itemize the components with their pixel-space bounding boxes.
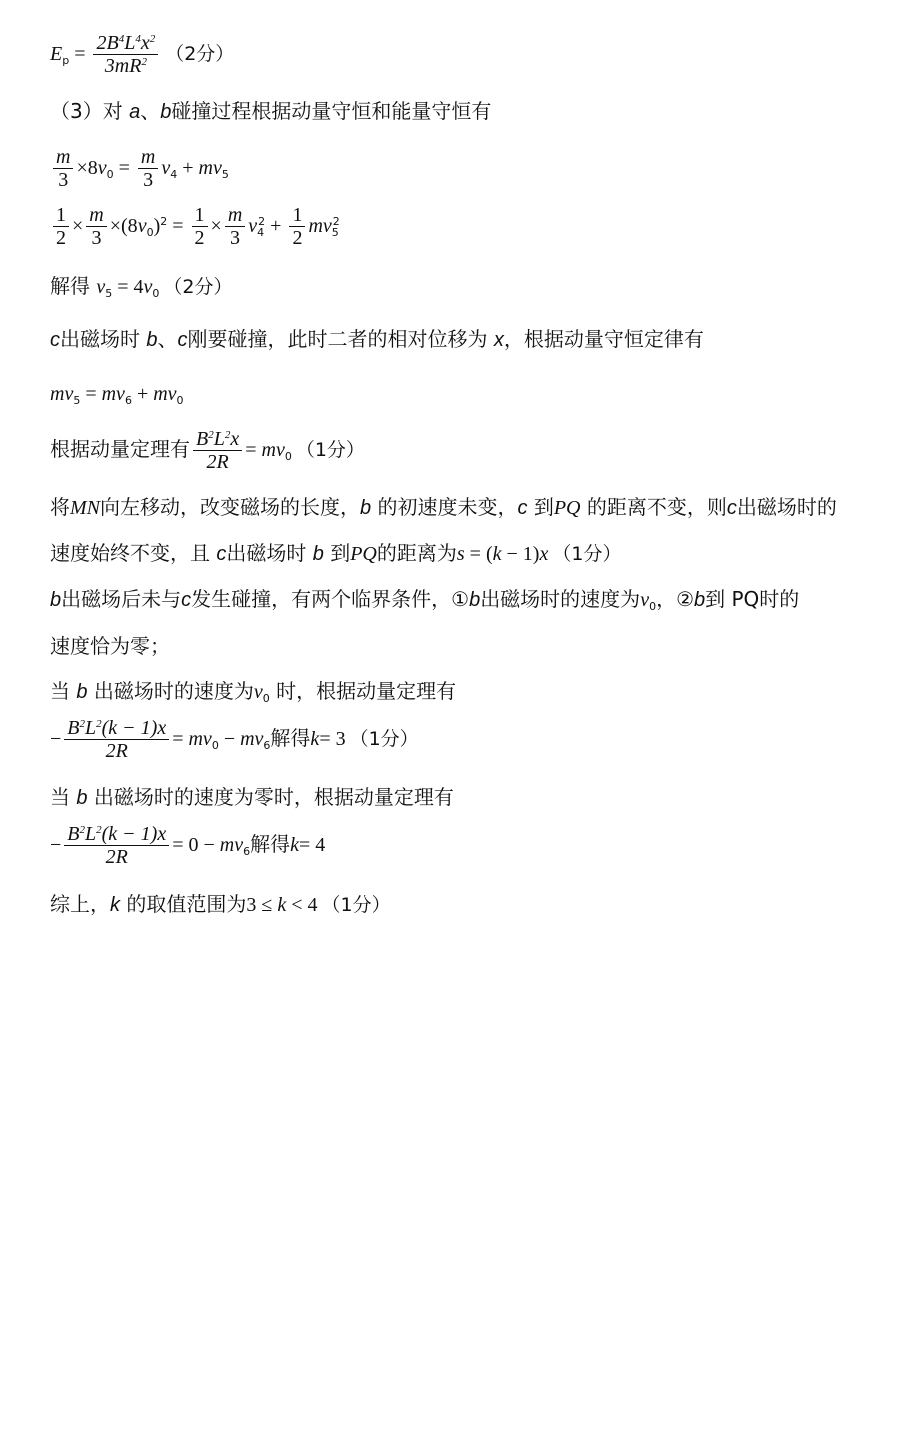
eq-impulse: 根据动量定理有 $\frac{B^2L^2x}{2R}$ = $mv_0$ （1分） — [50, 428, 365, 473]
critical-line: b出磁场后未与c发生碰撞，有两个临界条件，①b出磁场时的速度为$v_0$，②b到 PQ时的 — [50, 587, 800, 613]
case2-heading: 当 b 出磁场时的速度为零时，根据动量定理有 — [50, 785, 454, 809]
solve-v5: 解得 $v_5 = 4v_0$ （2分） — [50, 274, 233, 300]
eq-case2: − $\frac{B^2L^2(k - 1)x}{2R}$ = $0 - mv_6$解得k= 4 — [50, 823, 326, 868]
eq-momentum-2: $mv_5 = mv_6 + mv_0$ — [50, 383, 184, 407]
critical-line-2: 速度恰为零； — [50, 634, 170, 658]
mn-line: 将MN向左移动，改变磁场的长度，b 的初速度未变，c 到PQ 的距离不变，则c出磁场时的 — [50, 495, 837, 519]
summary-line: 综上，k 的取值范围为3 ≤ k < 4 （1分） — [50, 892, 391, 916]
eq-ep: $E_p$ = $\frac{2B^4L^4x^2}{3mR^2}$ （2分） — [50, 32, 235, 77]
case1-heading: 当 b 出磁场时的速度为$v_0$ 时，根据动量定理有 — [50, 679, 457, 705]
eq-momentum: $\frac{m}{3}$ $\times 8v_0$ = $\frac{m}{3}$ $v_4 + mv_5$ — [50, 146, 229, 191]
score-label: （2分） — [165, 43, 235, 65]
c-exit-line: c出磁场时 b、c刚要碰撞，此时二者的相对位移为 x，根据动量守恒定律有 — [50, 327, 704, 351]
speed-line: 速度始终不变，且 c出磁场时 b 到PQ的距离为s = (k − 1)x （1分） — [50, 541, 622, 565]
eq-case1: − $\frac{B^2L^2(k - 1)x}{2R}$ = $mv_0 - mv_6$解得k= 3 （1分） — [50, 717, 419, 762]
part3-heading: （3）对 a、b碰撞过程根据动量守恒和能量守恒有 — [50, 99, 492, 123]
eq-energy: $\frac{1}{2}$ × $\frac{m}{3}$ $\times(8v_0)^2$ = $\frac{1}{2}$ × $\frac{m}{3}$ $v_4^2$ + $\frac{1}{2}$ $mv_5^2$ — [50, 204, 340, 249]
